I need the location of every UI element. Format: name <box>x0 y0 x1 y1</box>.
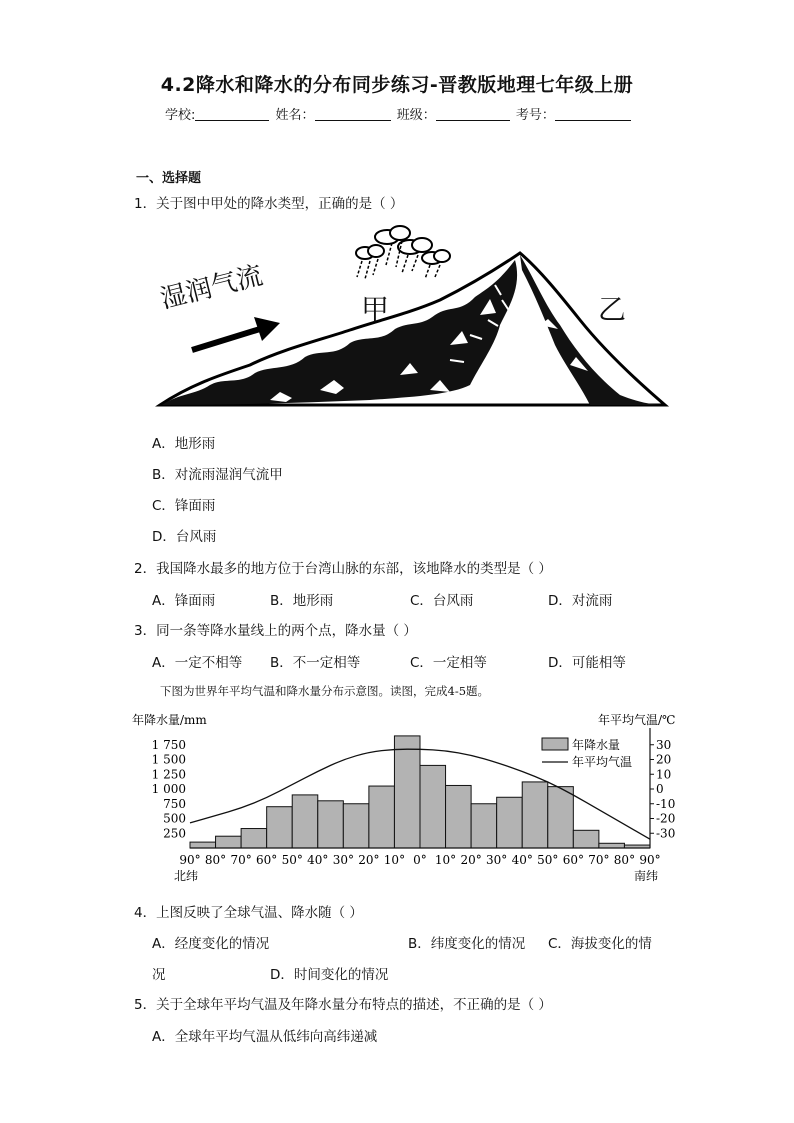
x-tick-label: 30° <box>332 853 354 867</box>
x-tick-label: 60° <box>256 853 278 867</box>
q2-option-b[interactable]: B．地形雨 <box>270 593 334 609</box>
y-tick-label: 250 <box>163 826 186 841</box>
school-label: 学校: <box>165 108 196 123</box>
precip-bar <box>292 795 318 848</box>
precip-bar <box>318 801 344 848</box>
precip-bar <box>216 836 242 848</box>
q1-option-c[interactable]: C．锋面雨 <box>152 498 216 514</box>
y-axis-title: 年降水量/mm <box>132 713 207 727</box>
q2-option-a[interactable]: A．锋面雨 <box>152 593 216 609</box>
label-jia: 甲 <box>361 293 390 326</box>
q2-option-c[interactable]: C．台风雨 <box>410 593 474 609</box>
x-tick-label: 30° <box>486 853 508 867</box>
precip-bar <box>420 765 446 848</box>
q2-option-d[interactable]: D．对流雨 <box>548 593 613 609</box>
y2-tick-label: -30 <box>656 826 676 841</box>
airflow-label: 湿润气流 <box>157 260 266 315</box>
y-tick-label: 500 <box>163 811 186 826</box>
section-heading: 一、选择题 <box>136 171 202 186</box>
x-tick-label: 70° <box>588 853 610 867</box>
legend-label-precip: 年降水量 <box>572 738 621 752</box>
mountain-rain-figure <box>150 225 675 415</box>
q1-option-b[interactable]: B．对流雨湿润气流甲 <box>152 467 283 483</box>
x-tick-label: 10° <box>434 853 457 867</box>
q3-option-b[interactable]: B．不一定相等 <box>270 655 361 671</box>
q4-option-c[interactable]: C．海拔变化的情 <box>548 936 652 952</box>
name-blank[interactable] <box>315 107 391 121</box>
y-tick-label: 1 000 <box>151 782 186 796</box>
y-tick-label: 1 750 <box>151 737 186 752</box>
x-tick-label: 70° <box>230 853 252 867</box>
q5-option-a[interactable]: A．全球年平均气温从低纬向高纬递减 <box>152 1029 378 1045</box>
legend-label-temp: 年平均气温 <box>572 755 633 769</box>
x-tick-label: 0° <box>413 853 427 867</box>
x-tick-label: 60° <box>562 853 584 867</box>
precip-bar <box>446 785 472 848</box>
precip-bar <box>241 829 267 848</box>
q4-option-a[interactable]: A．经度变化的情况 <box>152 936 270 952</box>
precip-bar <box>548 787 574 848</box>
x-tick-label: 90° <box>179 853 201 867</box>
x-tick-label: 80° <box>613 853 636 867</box>
x-end-label-south: 南纬 <box>633 869 659 883</box>
precip-bar <box>267 807 293 848</box>
q1-option-a[interactable]: A．地形雨 <box>152 436 216 452</box>
x-tick-label: 90° <box>639 853 661 867</box>
class-blank[interactable] <box>436 107 510 121</box>
x-tick-label: 50° <box>537 853 559 867</box>
question-5-stem: 5．关于全球年平均气温及年降水量分布特点的描述，不正确的是（ ） <box>134 997 552 1013</box>
chart-intro-note: 下图为世界年平均气温和降水量分布示意图。读图，完成4-5题。 <box>160 684 490 698</box>
y2-tick-label: -10 <box>656 796 676 811</box>
x-tick-label: 20° <box>358 853 380 867</box>
y-tick-label: 1 250 <box>151 767 186 782</box>
question-2-stem: 2．我国降水最多的地方位于台湾山脉的东部，该地降水的类型是（ ） <box>134 561 552 577</box>
x-end-label-north: 北纬 <box>173 869 199 883</box>
question-1-stem: 1．关于图中甲处的降水类型，正确的是（ ） <box>134 196 404 212</box>
name-label: 姓名： <box>275 108 315 123</box>
q4-option-b[interactable]: B．纬度变化的情况 <box>408 936 526 952</box>
y-tick-label: 1 500 <box>151 752 186 767</box>
exam-no-label: 考号： <box>515 108 555 123</box>
x-tick-label: 40° <box>307 853 329 867</box>
exam-no-blank[interactable] <box>555 107 631 121</box>
school-blank[interactable] <box>195 107 269 121</box>
y2-tick-label: 20 <box>656 752 672 767</box>
q3-option-d[interactable]: D．可能相等 <box>548 655 626 671</box>
label-yi: 乙 <box>598 293 627 326</box>
x-tick-label: 50° <box>281 853 303 867</box>
precip-bar <box>369 786 395 848</box>
temperature-precipitation-chart <box>128 708 688 888</box>
y2-tick-label: -20 <box>656 811 676 826</box>
y2-tick-label: 10 <box>656 767 672 782</box>
question-4-stem: 4．上图反映了全球气温、降水随（ ） <box>134 905 363 921</box>
q4-option-d[interactable]: D．时间变化的情况 <box>270 967 389 983</box>
precip-bar <box>522 782 548 848</box>
precip-bar <box>573 830 599 848</box>
x-tick-label: 10° <box>383 853 406 867</box>
precip-bar <box>343 804 369 848</box>
precip-bar <box>599 843 625 848</box>
q3-option-c[interactable]: C．一定相等 <box>410 655 487 671</box>
x-tick-label: 20° <box>460 853 482 867</box>
y-tick-label: 750 <box>163 796 186 811</box>
q4-option-c-wrap: 况 <box>152 967 166 983</box>
y2-axis-title: 年平均气温/℃ <box>598 713 676 727</box>
y2-tick-label: 30 <box>656 737 672 752</box>
precip-bar <box>497 797 523 848</box>
precip-bar <box>190 842 216 848</box>
precip-bar <box>394 736 420 848</box>
student-info-line <box>165 104 633 123</box>
question-3-stem: 3．同一条等降水量线上的两个点，降水量（ ） <box>134 623 417 639</box>
precip-bar <box>471 804 497 848</box>
q3-option-a[interactable]: A．一定不相等 <box>152 655 243 671</box>
legend-swatch-precip <box>542 738 568 750</box>
x-tick-label: 40° <box>511 853 533 867</box>
class-label: 班级： <box>396 108 436 123</box>
x-tick-label: 80° <box>204 853 227 867</box>
y2-tick-label: 0 <box>656 782 664 796</box>
q1-option-d[interactable]: D．台风雨 <box>152 529 217 545</box>
page-title: 4.2降水和降水的分布同步练习-晋教版地理七年级上册 <box>160 74 634 96</box>
